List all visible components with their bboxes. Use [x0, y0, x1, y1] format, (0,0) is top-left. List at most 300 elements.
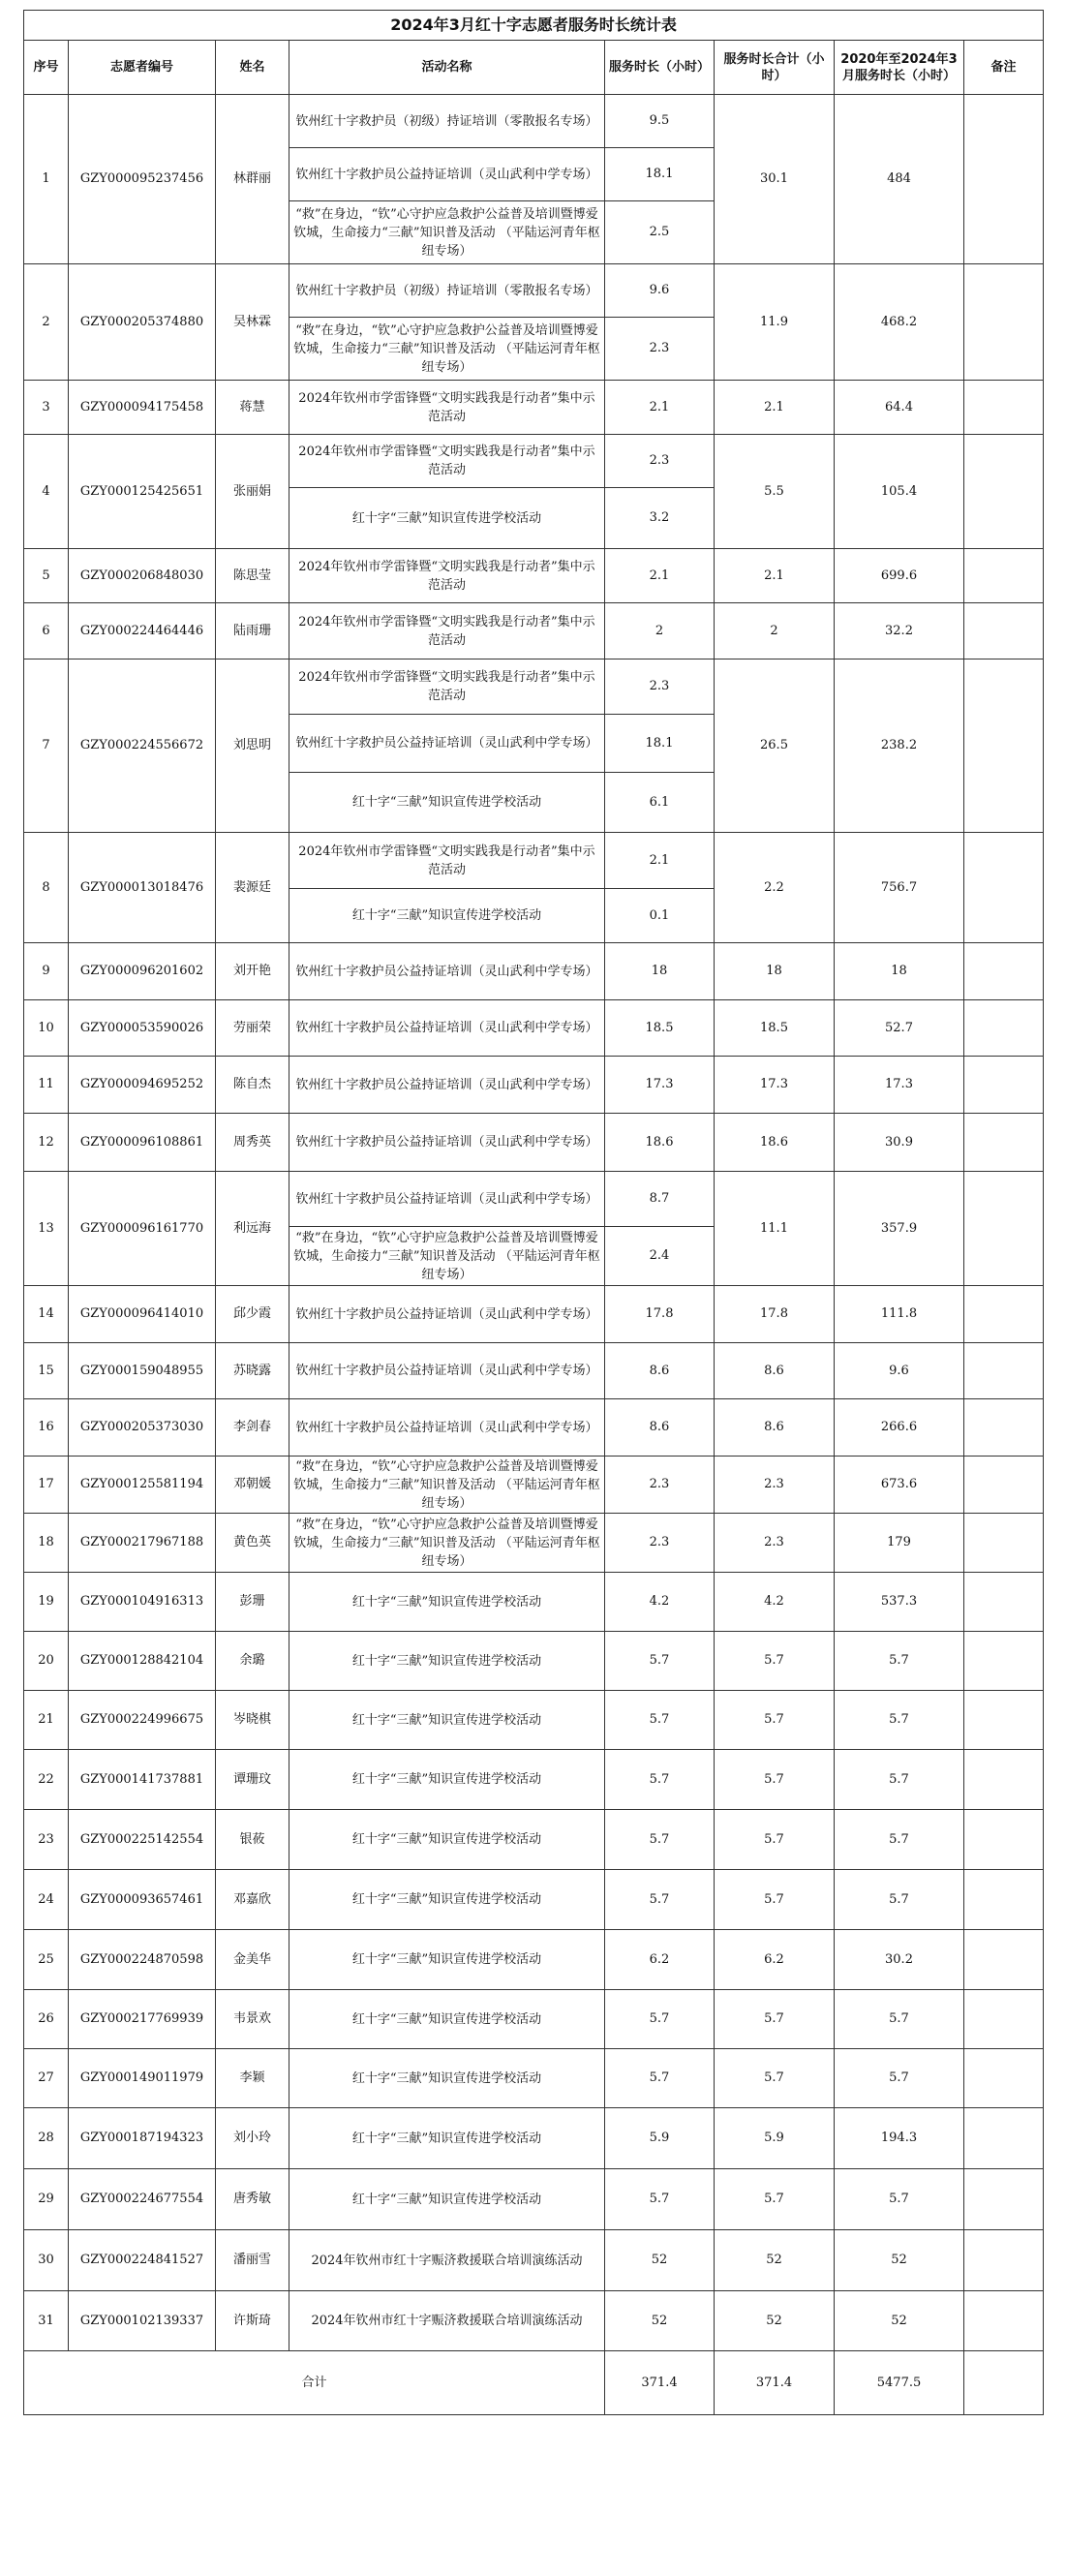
hours-cell: 9.5 [605, 95, 715, 148]
hours-cell: 2.1 [605, 381, 715, 435]
hours-cell: 0.1 [605, 889, 715, 943]
cumulative-hours-cell: 238.2 [835, 659, 964, 833]
cumulative-hours-cell: 5.7 [835, 1810, 964, 1870]
total-hours-cell: 17.8 [715, 1286, 835, 1343]
total-hours-cell: 52 [715, 2291, 835, 2351]
hours-cell: 52 [605, 2230, 715, 2291]
hours-cell: 18.6 [605, 1114, 715, 1172]
summary-row [24, 2351, 1044, 2415]
activity-cell: 红十字“三献”知识宣传进学校活动 [289, 773, 605, 833]
name-cell: 余璐 [216, 1632, 289, 1691]
hours-cell: 5.7 [605, 1632, 715, 1691]
hours-cell: 2 [605, 603, 715, 659]
activity-cell: 红十字“三献”知识宣传进学校活动 [289, 1573, 605, 1632]
cumulative-hours-cell: 32.2 [835, 603, 964, 659]
table-row [24, 1573, 1044, 1632]
hours-cell: 5.9 [605, 2108, 715, 2169]
name-cell: 陈自杰 [216, 1057, 289, 1114]
seq-cell: 16 [24, 1399, 69, 1457]
activity-cell: 钦州红十字救护员公益持证培训（灵山武利中学专场） [289, 1399, 605, 1457]
activity-cell: 钦州红十字救护员公益持证培训（灵山武利中学专场） [289, 1286, 605, 1343]
header-cell: 服务时长（小时） [605, 41, 715, 95]
total-hours-cell: 30.1 [715, 95, 835, 264]
cumulative-hours-cell: 357.9 [835, 1172, 964, 1286]
volunteer-id-cell: GZY000125581194 [69, 1457, 216, 1514]
header-cell: 2020年至2024年3月服务时长（小时） [835, 41, 964, 95]
activity-cell: 钦州红十字救护员公益持证培训（灵山武利中学专场） [289, 1343, 605, 1399]
table-row [24, 1930, 1044, 1990]
volunteer-id-cell: GZY000187194323 [69, 2108, 216, 2169]
hours-cell: 17.3 [605, 1057, 715, 1114]
cumulative-hours-cell: 30.9 [835, 1114, 964, 1172]
volunteer-id-cell: GZY000224841527 [69, 2230, 216, 2291]
activity-cell: 红十字“三献”知识宣传进学校活动 [289, 2108, 605, 2169]
activity-cell: 2024年钦州市学雷锋暨“文明实践我是行动者”集中示范活动 [289, 381, 605, 435]
cumulative-hours-cell: 30.2 [835, 1930, 964, 1990]
remark-cell [964, 1930, 1044, 1990]
remark-cell [964, 264, 1044, 381]
activity-cell: 红十字“三献”知识宣传进学校活动 [289, 889, 605, 943]
table-row [24, 943, 1044, 1000]
name-cell: 苏晓露 [216, 1343, 289, 1399]
table-row [24, 833, 1044, 889]
header-cell: 志愿者编号 [69, 41, 216, 95]
table-body [24, 95, 1044, 2415]
total-hours-cell: 6.2 [715, 1930, 835, 1990]
name-cell: 金美华 [216, 1930, 289, 1990]
volunteer-id-cell: GZY000206848030 [69, 549, 216, 603]
activity-cell: 钦州红十字救护员公益持证培训（灵山武利中学专场） [289, 1000, 605, 1057]
remark-cell [964, 1750, 1044, 1810]
remark-cell [964, 95, 1044, 264]
volunteer-id-cell: GZY000096414010 [69, 1286, 216, 1343]
hours-cell: 5.7 [605, 2049, 715, 2108]
cumulative-hours-cell: 537.3 [835, 1573, 964, 1632]
cumulative-hours-cell: 52 [835, 2230, 964, 2291]
hours-cell: 18 [605, 943, 715, 1000]
hours-cell: 18.1 [605, 715, 715, 773]
name-cell: 潘丽雪 [216, 2230, 289, 2291]
hours-cell: 5.7 [605, 1750, 715, 1810]
volunteer-id-cell: GZY000094175458 [69, 381, 216, 435]
seq-cell: 12 [24, 1114, 69, 1172]
activity-cell: 钦州红十字救护员公益持证培训（灵山武利中学专场） [289, 943, 605, 1000]
total-hours-cell: 8.6 [715, 1343, 835, 1399]
cumulative-hours-cell: 5.7 [835, 2049, 964, 2108]
name-cell: 吴林霖 [216, 264, 289, 381]
remark-cell [964, 2049, 1044, 2108]
remark-cell [964, 1810, 1044, 1870]
total-hours-cell: 52 [715, 2230, 835, 2291]
table-row [24, 1870, 1044, 1930]
name-cell: 刘小玲 [216, 2108, 289, 2169]
hours-cell: 8.6 [605, 1343, 715, 1399]
remark-cell [964, 943, 1044, 1000]
name-cell: 刘开艳 [216, 943, 289, 1000]
activity-cell: 红十字“三献”知识宣传进学校活动 [289, 1750, 605, 1810]
statistics-sheet [23, 10, 1043, 2415]
name-cell: 裴源廷 [216, 833, 289, 943]
total-hours-cell: 11.9 [715, 264, 835, 381]
cumulative-hours-cell: 9.6 [835, 1343, 964, 1399]
seq-cell: 9 [24, 943, 69, 1000]
activity-cell: 2024年钦州市学雷锋暨“文明实践我是行动者”集中示范活动 [289, 659, 605, 715]
volunteer-id-cell: GZY000224996675 [69, 1691, 216, 1750]
total-hours-cell: 5.7 [715, 2169, 835, 2230]
table-row [24, 1990, 1044, 2049]
cumulative-hours-cell: 5.7 [835, 1870, 964, 1930]
remark-cell [964, 833, 1044, 943]
remark-cell [964, 2291, 1044, 2351]
seq-cell: 28 [24, 2108, 69, 2169]
hours-cell: 2.5 [605, 201, 715, 264]
table-row [24, 1172, 1044, 1227]
cumulative-hours-cell: 5.7 [835, 1632, 964, 1691]
remark-cell [964, 1343, 1044, 1399]
activity-cell: 钦州红十字救护员公益持证培训（灵山武利中学专场） [289, 1172, 605, 1227]
name-cell: 许斯琦 [216, 2291, 289, 2351]
seq-cell: 2 [24, 264, 69, 381]
seq-cell: 20 [24, 1632, 69, 1691]
hours-cell: 8.6 [605, 1399, 715, 1457]
name-cell: 彭珊 [216, 1573, 289, 1632]
cumulative-hours-cell: 105.4 [835, 435, 964, 549]
hours-cell: 3.2 [605, 488, 715, 549]
hours-cell: 4.2 [605, 1573, 715, 1632]
hours-cell: 2.3 [605, 1514, 715, 1573]
cumulative-hours-cell: 64.4 [835, 381, 964, 435]
total-hours-cell: 4.2 [715, 1573, 835, 1632]
header-cell: 序号 [24, 41, 69, 95]
activity-cell: 红十字“三献”知识宣传进学校活动 [289, 1810, 605, 1870]
name-cell: 岑晓棋 [216, 1691, 289, 1750]
seq-cell: 14 [24, 1286, 69, 1343]
header-cell: 姓名 [216, 41, 289, 95]
activity-cell: “救”在身边，“钦”心守护应急救护公益普及培训暨博爱钦城，生命接力“三献”知识普及活动 （平陆运河青年枢纽专场） [289, 318, 605, 381]
remark-cell [964, 549, 1044, 603]
hours-cell: 2.3 [605, 1457, 715, 1514]
remark-cell [964, 435, 1044, 549]
seq-cell: 22 [24, 1750, 69, 1810]
volunteer-id-cell: GZY000217967188 [69, 1514, 216, 1573]
table-row [24, 1691, 1044, 1750]
summary-cumulative: 5477.5 [835, 2351, 964, 2415]
seq-cell: 1 [24, 95, 69, 264]
activity-cell: 红十字“三献”知识宣传进学校活动 [289, 1691, 605, 1750]
volunteer-id-cell: GZY000096201602 [69, 943, 216, 1000]
volunteer-id-cell: GZY000224677554 [69, 2169, 216, 2230]
volunteer-id-cell: GZY000141737881 [69, 1750, 216, 1810]
total-hours-cell: 2.1 [715, 549, 835, 603]
name-cell: 邓朝媛 [216, 1457, 289, 1514]
cumulative-hours-cell: 484 [835, 95, 964, 264]
cumulative-hours-cell: 5.7 [835, 1691, 964, 1750]
seq-cell: 5 [24, 549, 69, 603]
activity-cell: “救”在身边，“钦”心守护应急救护公益普及培训暨博爱钦城，生命接力“三献”知识普及活动 （平陆运河青年枢纽专场） [289, 1514, 605, 1573]
hours-cell: 9.6 [605, 264, 715, 318]
remark-cell [964, 659, 1044, 833]
total-hours-cell: 5.7 [715, 1810, 835, 1870]
cumulative-hours-cell: 266.6 [835, 1399, 964, 1457]
remark-cell [964, 1457, 1044, 1514]
table-row [24, 381, 1044, 435]
total-hours-cell: 11.1 [715, 1172, 835, 1286]
volunteer-id-cell: GZY000095237456 [69, 95, 216, 264]
total-hours-cell: 2.1 [715, 381, 835, 435]
table-row [24, 1343, 1044, 1399]
name-cell: 利远海 [216, 1172, 289, 1286]
cumulative-hours-cell: 18 [835, 943, 964, 1000]
total-hours-cell: 5.7 [715, 2049, 835, 2108]
table-row [24, 549, 1044, 603]
cumulative-hours-cell: 699.6 [835, 549, 964, 603]
cumulative-hours-cell: 194.3 [835, 2108, 964, 2169]
activity-cell: 红十字“三献”知识宣传进学校活动 [289, 1870, 605, 1930]
seq-cell: 8 [24, 833, 69, 943]
volunteer-id-cell: GZY000149011979 [69, 2049, 216, 2108]
name-cell: 银莜 [216, 1810, 289, 1870]
cumulative-hours-cell: 52.7 [835, 1000, 964, 1057]
remark-cell [964, 1632, 1044, 1691]
activity-cell: “救”在身边，“钦”心守护应急救护公益普及培训暨博爱钦城，生命接力“三献”知识普及活动 （平陆运河青年枢纽专场） [289, 1457, 605, 1514]
total-hours-cell: 18.5 [715, 1000, 835, 1057]
table-row [24, 264, 1044, 318]
hours-cell: 2.1 [605, 833, 715, 889]
activity-cell: 红十字“三献”知识宣传进学校活动 [289, 1632, 605, 1691]
table-row [24, 2230, 1044, 2291]
table-title: 2024年3月红十字志愿者服务时长统计表 [24, 11, 1044, 41]
seq-cell: 6 [24, 603, 69, 659]
activity-cell: 2024年钦州市学雷锋暨“文明实践我是行动者”集中示范活动 [289, 549, 605, 603]
seq-cell: 19 [24, 1573, 69, 1632]
seq-cell: 11 [24, 1057, 69, 1114]
volunteer-id-cell: GZY000224556672 [69, 659, 216, 833]
name-cell: 周秀英 [216, 1114, 289, 1172]
hours-cell: 18.1 [605, 148, 715, 201]
cumulative-hours-cell: 468.2 [835, 264, 964, 381]
seq-cell: 4 [24, 435, 69, 549]
volunteer-id-cell: GZY000102139337 [69, 2291, 216, 2351]
table-row [24, 1810, 1044, 1870]
total-hours-cell: 5.5 [715, 435, 835, 549]
volunteer-id-cell: GZY000093657461 [69, 1870, 216, 1930]
name-cell: 唐秀敏 [216, 2169, 289, 2230]
volunteer-id-cell: GZY000159048955 [69, 1343, 216, 1399]
seq-cell: 10 [24, 1000, 69, 1057]
summary-remark [964, 2351, 1044, 2415]
volunteer-id-cell: GZY000096161770 [69, 1172, 216, 1286]
volunteer-id-cell: GZY000217769939 [69, 1990, 216, 2049]
summary-total: 371.4 [715, 2351, 835, 2415]
cumulative-hours-cell: 179 [835, 1514, 964, 1573]
seq-cell: 3 [24, 381, 69, 435]
table-row [24, 1000, 1044, 1057]
table-row [24, 95, 1044, 148]
seq-cell: 24 [24, 1870, 69, 1930]
hours-cell: 18.5 [605, 1000, 715, 1057]
hours-cell: 2.3 [605, 435, 715, 488]
hours-cell: 8.7 [605, 1172, 715, 1227]
cumulative-hours-cell: 111.8 [835, 1286, 964, 1343]
seq-cell: 18 [24, 1514, 69, 1573]
remark-cell [964, 2108, 1044, 2169]
total-hours-cell: 18 [715, 943, 835, 1000]
total-hours-cell: 2.3 [715, 1514, 835, 1573]
seq-cell: 21 [24, 1691, 69, 1750]
seq-cell: 25 [24, 1930, 69, 1990]
remark-cell [964, 1990, 1044, 2049]
cumulative-hours-cell: 17.3 [835, 1057, 964, 1114]
hours-cell: 5.7 [605, 2169, 715, 2230]
hours-cell: 5.7 [605, 1870, 715, 1930]
table-row [24, 435, 1044, 488]
activity-cell: 红十字“三献”知识宣传进学校活动 [289, 2169, 605, 2230]
activity-cell: 2024年钦州市红十字赈济救援联合培训演练活动 [289, 2230, 605, 2291]
activity-cell: “救”在身边，“钦”心守护应急救护公益普及培训暨博爱钦城，生命接力“三献”知识普及活动 （平陆运河青年枢纽专场） [289, 1227, 605, 1286]
activity-cell: 红十字“三献”知识宣传进学校活动 [289, 488, 605, 549]
total-hours-cell: 26.5 [715, 659, 835, 833]
total-hours-cell: 5.7 [715, 1691, 835, 1750]
title-row [24, 11, 1044, 41]
table-row [24, 1114, 1044, 1172]
hours-cell: 2.3 [605, 659, 715, 715]
volunteer-id-cell: GZY000224464446 [69, 603, 216, 659]
cumulative-hours-cell: 5.7 [835, 1990, 964, 2049]
seq-cell: 15 [24, 1343, 69, 1399]
remark-cell [964, 1057, 1044, 1114]
total-hours-cell: 18.6 [715, 1114, 835, 1172]
total-hours-cell: 17.3 [715, 1057, 835, 1114]
seq-cell: 27 [24, 2049, 69, 2108]
name-cell: 张丽娟 [216, 435, 289, 549]
table-row [24, 2169, 1044, 2230]
total-hours-cell: 2.3 [715, 1457, 835, 1514]
total-hours-cell: 5.7 [715, 1632, 835, 1691]
total-hours-cell: 5.7 [715, 1750, 835, 1810]
remark-cell [964, 2230, 1044, 2291]
summary-hours: 371.4 [605, 2351, 715, 2415]
table-row [24, 1399, 1044, 1457]
name-cell: 韦景欢 [216, 1990, 289, 2049]
volunteer-id-cell: GZY000104916313 [69, 1573, 216, 1632]
header-cell: 备注 [964, 41, 1044, 95]
activity-cell: 钦州红十字救护员公益持证培训（灵山武利中学专场） [289, 1057, 605, 1114]
volunteer-id-cell: GZY000013018476 [69, 833, 216, 943]
remark-cell [964, 1691, 1044, 1750]
volunteer-hours-table [23, 10, 1044, 2415]
seq-cell: 17 [24, 1457, 69, 1514]
name-cell: 刘思明 [216, 659, 289, 833]
volunteer-id-cell: GZY000096108861 [69, 1114, 216, 1172]
remark-cell [964, 1172, 1044, 1286]
volunteer-id-cell: GZY000225142554 [69, 1810, 216, 1870]
name-cell: 李剑春 [216, 1399, 289, 1457]
name-cell: 谭珊玟 [216, 1750, 289, 1810]
seq-cell: 23 [24, 1810, 69, 1870]
name-cell: 林群丽 [216, 95, 289, 264]
hours-cell: 5.7 [605, 1691, 715, 1750]
summary-label: 合计 [24, 2351, 605, 2415]
remark-cell [964, 1399, 1044, 1457]
total-hours-cell: 5.7 [715, 1870, 835, 1930]
seq-cell: 29 [24, 2169, 69, 2230]
header-cell: 活动名称 [289, 41, 605, 95]
name-cell: 邱少霞 [216, 1286, 289, 1343]
remark-cell [964, 1870, 1044, 1930]
activity-cell: 红十字“三献”知识宣传进学校活动 [289, 1990, 605, 2049]
table-row [24, 2108, 1044, 2169]
remark-cell [964, 1114, 1044, 1172]
activity-cell: 2024年钦州市学雷锋暨“文明实践我是行动者”集中示范活动 [289, 435, 605, 488]
seq-cell: 26 [24, 1990, 69, 2049]
activity-cell: 2024年钦州市学雷锋暨“文明实践我是行动者”集中示范活动 [289, 833, 605, 889]
seq-cell: 30 [24, 2230, 69, 2291]
volunteer-id-cell: GZY000224870598 [69, 1930, 216, 1990]
header-row [24, 41, 1044, 95]
hours-cell: 17.8 [605, 1286, 715, 1343]
remark-cell [964, 1573, 1044, 1632]
total-hours-cell: 8.6 [715, 1399, 835, 1457]
activity-cell: “救”在身边，“钦”心守护应急救护公益普及培训暨博爱钦城，生命接力“三献”知识普及活动 （平陆运河青年枢纽专场） [289, 201, 605, 264]
hours-cell: 6.1 [605, 773, 715, 833]
volunteer-id-cell: GZY000128842104 [69, 1632, 216, 1691]
activity-cell: 钦州红十字救护员公益持证培训（灵山武利中学专场） [289, 1114, 605, 1172]
hours-cell: 2.1 [605, 549, 715, 603]
volunteer-id-cell: GZY000094695252 [69, 1057, 216, 1114]
cumulative-hours-cell: 673.6 [835, 1457, 964, 1514]
name-cell: 劳丽荣 [216, 1000, 289, 1057]
total-hours-cell: 5.9 [715, 2108, 835, 2169]
cumulative-hours-cell: 756.7 [835, 833, 964, 943]
remark-cell [964, 381, 1044, 435]
remark-cell [964, 1286, 1044, 1343]
seq-cell: 13 [24, 1172, 69, 1286]
activity-cell: 红十字“三献”知识宣传进学校活动 [289, 2049, 605, 2108]
table-row [24, 1750, 1044, 1810]
remark-cell [964, 1514, 1044, 1573]
volunteer-id-cell: GZY000125425651 [69, 435, 216, 549]
cumulative-hours-cell: 5.7 [835, 2169, 964, 2230]
activity-cell: 2024年钦州市学雷锋暨“文明实践我是行动者”集中示范活动 [289, 603, 605, 659]
seq-cell: 31 [24, 2291, 69, 2351]
activity-cell: 钦州红十字救护员（初级）持证培训（零散报名专场） [289, 95, 605, 148]
activity-cell: 钦州红十字救护员（初级）持证培训（零散报名专场） [289, 264, 605, 318]
remark-cell [964, 603, 1044, 659]
table-row [24, 1632, 1044, 1691]
name-cell: 邓嘉欣 [216, 1870, 289, 1930]
name-cell: 蒋慧 [216, 381, 289, 435]
hours-cell: 5.7 [605, 1810, 715, 1870]
cumulative-hours-cell: 52 [835, 2291, 964, 2351]
header-cell: 服务时长合计（小时） [715, 41, 835, 95]
table-row [24, 1457, 1044, 1514]
activity-cell: 2024年钦州市红十字赈济救援联合培训演练活动 [289, 2291, 605, 2351]
table-row [24, 2049, 1044, 2108]
remark-cell [964, 2169, 1044, 2230]
hours-cell: 52 [605, 2291, 715, 2351]
activity-cell: 钦州红十字救护员公益持证培训（灵山武利中学专场） [289, 715, 605, 773]
table-row [24, 603, 1044, 659]
total-hours-cell: 2.2 [715, 833, 835, 943]
hours-cell: 6.2 [605, 1930, 715, 1990]
table-row [24, 659, 1044, 715]
name-cell: 陆雨珊 [216, 603, 289, 659]
remark-cell [964, 1000, 1044, 1057]
hours-cell: 5.7 [605, 1990, 715, 2049]
activity-cell: 红十字“三献”知识宣传进学校活动 [289, 1930, 605, 1990]
seq-cell: 7 [24, 659, 69, 833]
name-cell: 陈思莹 [216, 549, 289, 603]
